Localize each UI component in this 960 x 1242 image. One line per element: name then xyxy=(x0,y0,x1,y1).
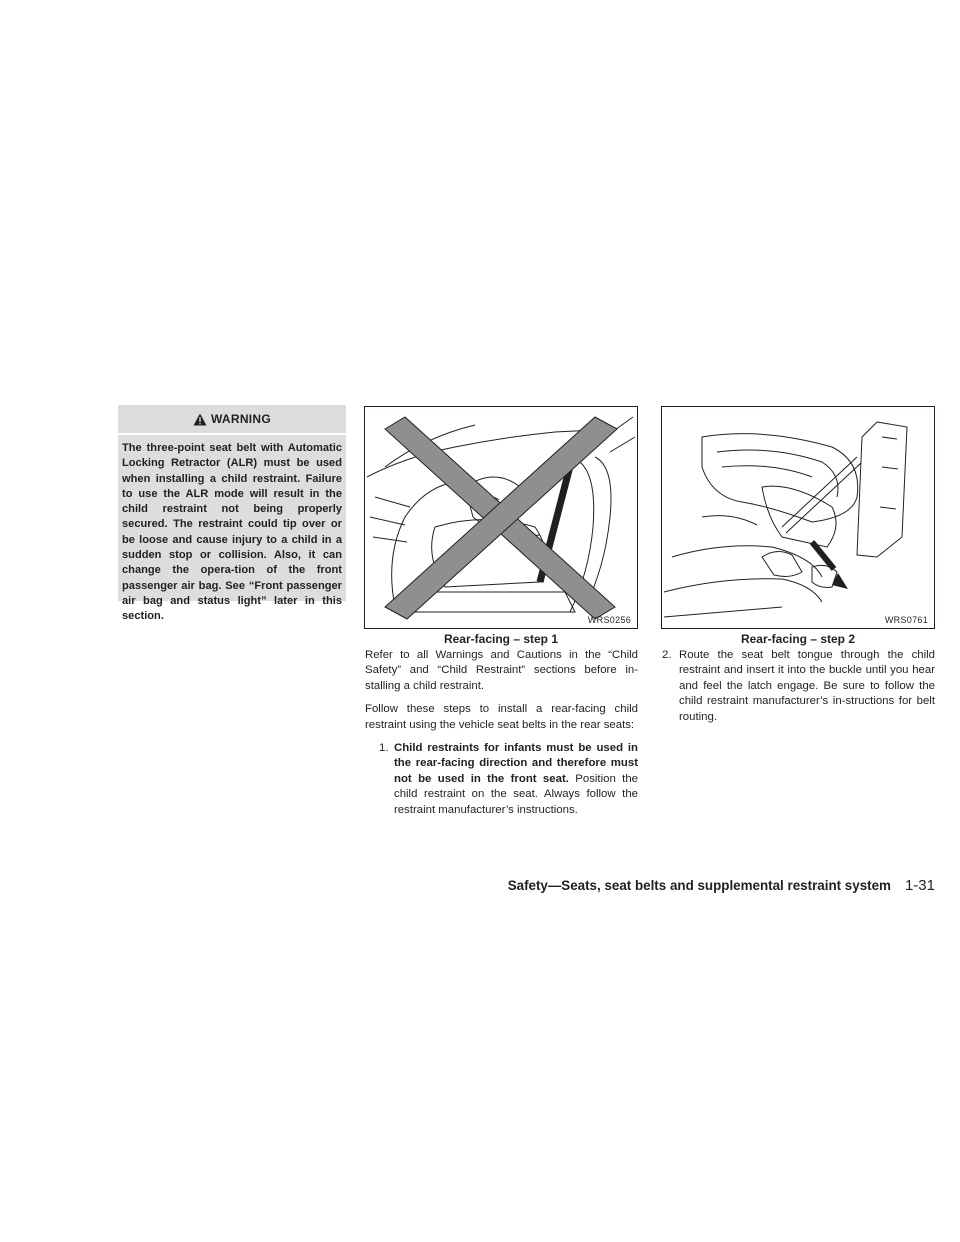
section-title: Safety—Seats, seat belts and supplemental restraint system xyxy=(507,878,891,893)
figure-rear-facing-step-2 xyxy=(661,406,935,629)
step-number: 1. xyxy=(379,742,389,755)
warning-title: WARNING xyxy=(210,412,272,426)
figure-code: WRS0256 xyxy=(587,615,631,625)
step-text: Position the child restraint on the seat. Always follow the restraint manufacturer’s instructions. xyxy=(394,772,638,816)
warning-triangle-icon xyxy=(193,413,207,426)
rear-facing-step-2-illustration xyxy=(662,407,934,628)
step-number: 2. xyxy=(662,649,672,661)
warning-header xyxy=(118,405,346,435)
warning-text: The three-point seat belt with Automatic Locking Retractor (ALR) must be used when installing a child restraint. Failure to use the ALR mode will result in the child restraint not being properly secured. The restraint could tip over or be loose and cause injury to a child in a sudden stop or collision. Also, it can change the opera-tion of the front passenger air bag. See “Front passenger air bag and status light” later in this section. xyxy=(122,442,342,623)
step-warning-text: Child restraints for infants must be used in the rear-facing direction and therefore must not be used in the front seat. xyxy=(394,742,638,785)
step-body xyxy=(394,741,638,818)
step-text: Route the seat belt tongue through the child restraint and insert it into the buckle until you hear and feel the latch engage. Be sure to follow the child restraint manufacturer’s in-structions for belt routing. xyxy=(679,649,935,723)
step-1 xyxy=(379,741,638,818)
instructions-column-continued xyxy=(662,648,935,725)
figure-caption: Rear-facing – step 2 xyxy=(740,632,856,646)
instructions-column xyxy=(365,648,638,818)
page-footer xyxy=(508,877,935,894)
intro-paragraph: Refer to all Warnings and Cautions in the “Child Safety” and “Child Restraint” sections before in-stalling a child restraint. xyxy=(365,649,638,692)
figure-caption: Rear-facing – step 1 xyxy=(443,632,559,646)
figure-code: WRS0761 xyxy=(884,615,928,625)
step-2 xyxy=(662,648,935,725)
page-number: 1-31 xyxy=(904,877,935,894)
steps-intro-paragraph: Follow these steps to install a rear-facing child restraint using the vehicle seat belts in the rear seats: xyxy=(365,703,638,731)
warning-box xyxy=(118,405,346,623)
rear-facing-step-1-illustration xyxy=(365,407,637,628)
figure-rear-facing-step-1 xyxy=(364,406,638,629)
